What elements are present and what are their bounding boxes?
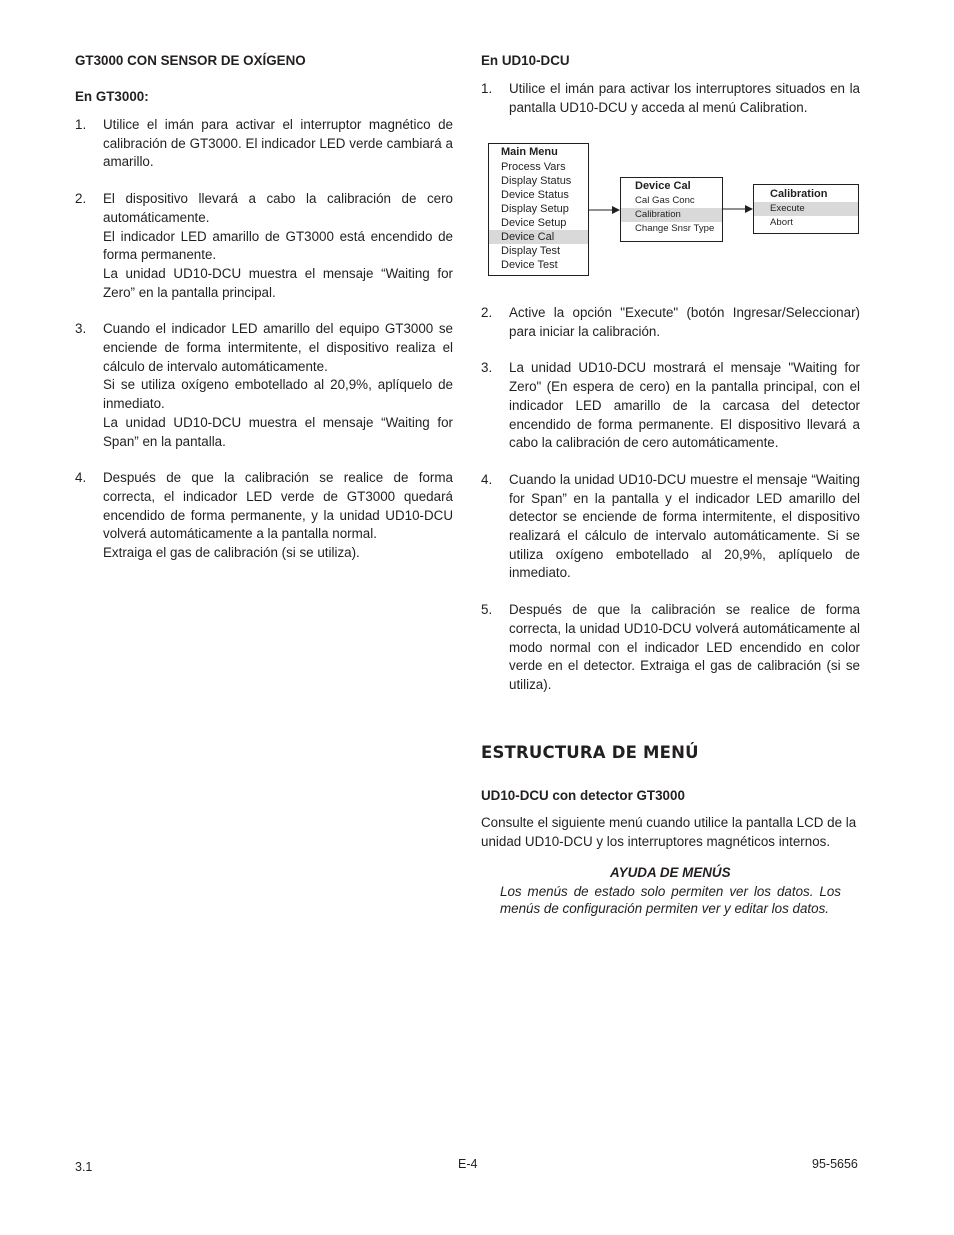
- step-number: 5.: [481, 602, 493, 618]
- list-item: [481, 471, 860, 583]
- step-text: Cuando el indicador LED amarillo del equipo GT3000 se enciende de forma intermitente, el dispositivo realiza el cálculo de intervalo automáticamente.: [103, 321, 453, 374]
- list-item: [481, 359, 860, 453]
- step-number: 3.: [75, 321, 87, 337]
- step-number: 4.: [481, 471, 493, 487]
- menu-item: Change Snsr Type: [635, 223, 715, 234]
- step-number: 1.: [75, 117, 87, 132]
- step-number: 4.: [75, 470, 87, 486]
- subheading-ud10-gt3000: UD10-DCU con detector GT3000: [481, 788, 685, 803]
- step-text: Si se utiliza oxígeno embotellado al 20,9%, aplíquelo de inmediato.: [103, 377, 453, 412]
- menu-item: Device Setup: [501, 217, 567, 229]
- menu-item: Cal Gas Conc: [635, 195, 695, 206]
- menu-item: Display Test: [501, 245, 561, 257]
- note-title: AYUDA DE MENÚS: [610, 865, 731, 880]
- step-text: La unidad UD10-DCU muestra el mensaje “Waiting for Span” en la pantalla.: [103, 414, 453, 449]
- step-text: Después de que la calibración se realice de forma correcta, el indicador LED verde de GT3000 quedará encendido de forma permanente, y la unidad UD10-DCU volverá automáticamente a la pantalla normal.: [103, 470, 453, 542]
- menu-item-highlighted: Execute: [754, 202, 858, 216]
- menu-item: Display Setup: [501, 203, 569, 215]
- step-number: 3.: [481, 360, 493, 376]
- menu-item: Process Vars: [501, 161, 566, 173]
- step-text: Cuando la unidad UD10-DCU muestre el mensaje “Waiting for Span” en la pantalla y el indicador LED amarillo del detector se enciende de forma intermitente, el dispositivo realizará el cálculo de intervalo automáticamente. Si se utiliza oxígeno embotellado al 20,9%, aplíquelo de inmediato.: [509, 471, 860, 581]
- menu-item: Device Status: [501, 189, 569, 201]
- step-text: Utilice el imán para activar los interruptores situados en la pantalla UD10-DCU y acceda al menú Calibration.: [509, 81, 860, 115]
- ud10-steps-list: [481, 304, 860, 695]
- footer-revision: 3.1: [75, 1160, 93, 1174]
- menu-item: Display Status: [501, 175, 572, 187]
- step-text: La unidad UD10-DCU muestra el mensaje “Waiting for Zero” en la pantalla principal.: [103, 265, 453, 300]
- step-text: La unidad UD10-DCU mostrará el mensaje "Waiting for Zero" (En espera de cero) en la pantalla principal, con el indicador LED amarillo de la carcasa del detector encendido de forma permanente. El dispositivo llevará a cabo la calibración de cero automáticamente.: [509, 360, 860, 451]
- arrow-main-to-devicecal: [588, 206, 620, 214]
- note-body: Los menús de estado solo permiten ver los datos. Los menús de configuración permiten ver y editar los datos.: [500, 884, 841, 916]
- menu-item: Abort: [770, 217, 793, 228]
- arrow-devicecal-to-calibration: [722, 205, 753, 213]
- subheading-en-gt3000: En GT3000:: [75, 89, 149, 104]
- menu-item-highlighted: Calibration: [621, 208, 722, 222]
- list-item: [75, 320, 453, 451]
- list-item: [481, 601, 860, 695]
- section-body: Consulte el siguiente menú cuando utilice la pantalla LCD de la unidad UD10-DCU y los interruptores magnéticos internos.: [481, 815, 857, 849]
- step-text: Después de que la calibración se realice de forma correcta, la unidad UD10-DCU volverá automáticamente al modo normal con el indicador LED encendido en color verde en el detector. Extraiga el gas de calibración (si se utiliza).: [509, 602, 860, 692]
- main-menu-title: Main Menu: [501, 146, 558, 158]
- list-item: [75, 116, 453, 172]
- list-item: [75, 190, 453, 302]
- menu-item-highlighted: Device Cal: [489, 230, 588, 244]
- list-item: [75, 469, 453, 563]
- step-text: Active la opción "Execute" (botón Ingresar/Seleccionar) para iniciar la calibración.: [509, 305, 860, 339]
- list-item: [481, 304, 860, 341]
- step-number: 2.: [75, 191, 87, 207]
- section-heading-gt3000: GT3000 CON SENSOR DE OXÍGENO: [75, 53, 306, 68]
- step-number: 2.: [481, 305, 493, 320]
- step-text: El indicador LED amarillo de GT3000 está encendido de forma permanente.: [103, 228, 453, 263]
- footer-document-number: 95-5656: [812, 1157, 858, 1171]
- subheading-en-ud10: En UD10-DCU: [481, 53, 570, 68]
- diagram-arrows: [481, 0, 861, 300]
- calibration-title: Calibration: [770, 188, 828, 200]
- device-cal-title: Device Cal: [635, 180, 691, 192]
- step-text: Utilice el imán para activar el interruptor magnético de calibración de GT3000. El indicador LED verde cambiará a amarillo.: [103, 117, 453, 170]
- gt3000-steps-list: [75, 116, 453, 563]
- section-title-menu-structure: ESTRUCTURA DE MENÚ: [481, 743, 699, 762]
- footer-page-number: E-4: [458, 1157, 478, 1171]
- step-text: El dispositivo llevará a cabo la calibración de cero automáticamente.: [103, 191, 453, 225]
- menu-item: Device Test: [501, 259, 558, 271]
- step-text: Extraiga el gas de calibración (si se utiliza).: [103, 545, 360, 561]
- step-number: 1.: [481, 81, 493, 96]
